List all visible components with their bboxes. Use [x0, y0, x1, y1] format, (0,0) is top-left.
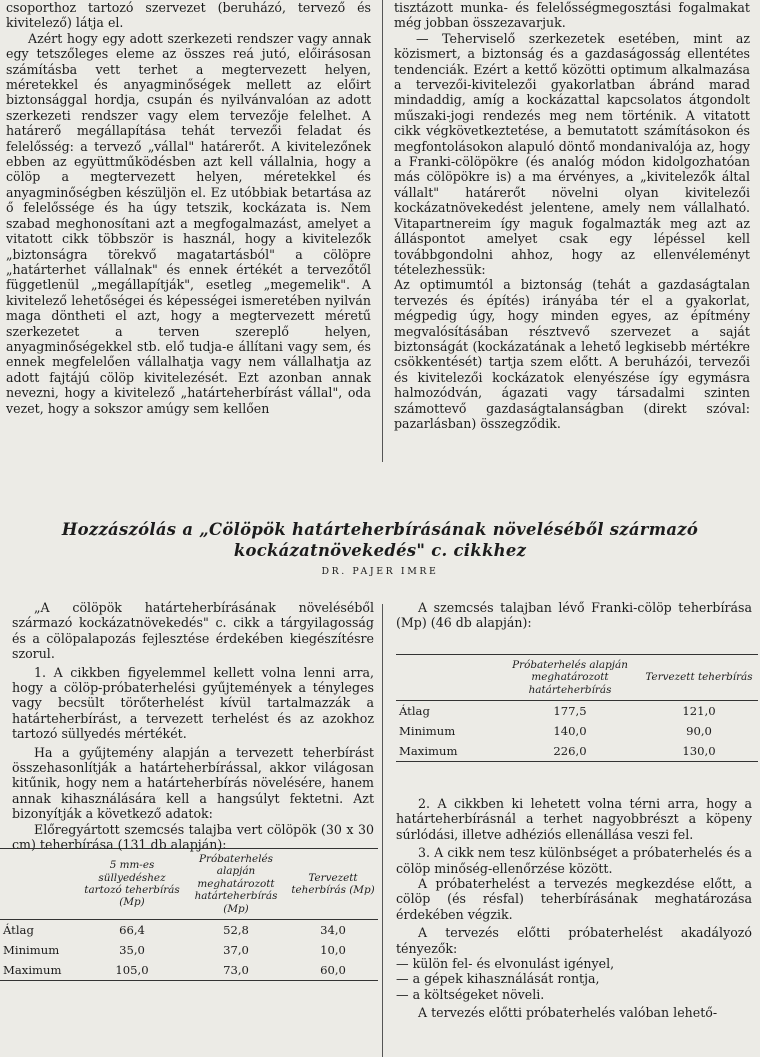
table-cell: 105,0: [80, 960, 184, 981]
paragraph: — Teherviselő szerkezetek esetében, mint az közismert, a biztonság és a gazdaságosság ellentétes tendenciák. Ezért a kettő közötti optimum alkalmazása a tervezői-kivitelezői gyakorlatban ábránd marad mindaddig, amíg a kockázattal kapcsolatos átgondolt műszaki-jogi rendezés meg nem történik. A vitatott cikk végkövetkeztetése, a bemutatott számításokon és megfontolásokon alapuló döntő mondanivalója az, hogy a Franki-cölöpökre (és analóg módon kidolgozhatóan más cölöpökre is) a ma érvényes, a „kivitelezők által vállalt" határerőt növelni olyan kivitelezői kockázatnövekedést jelentene, amely nem vállalható. Vitapartnereim így maguk fogalmazták meg azt az álláspontot amelyet csak egy lépéssel kell továbbgondolni ahhoz, hogy az ellenvéleményt tételezhessük:: [394, 30, 750, 277]
data-table-precast-piles: [0, 848, 378, 981]
row-label: Minimum: [3, 943, 60, 958]
table-header: Tervezett teherbírás (Mp): [288, 849, 378, 920]
table-row: [396, 721, 758, 741]
table-cell: 52,8: [184, 920, 288, 941]
paragraph: Azért hogy egy adott szerkezeti rendszer vagy annak egy tetszőleges eleme az összes reá jutó, előirásosan számításba vett terhet a megtervezett helyen, méretekkel és anyagminőségek mellett az előirt biztonsággal hordja, csupán és nyilvánvalóan az adott szerkezeti rendszer vagy elem tervezője felelhet. A határerő megállapítása tehát tervezői feladat és felelősség: a tervező „vállal" határerőt. A kivitelezőnek ebben az együttműködésben azt kell vállalnia, hogy a cölöp a megtervezett helyen, méretekkel és anyagminőségben készüljön el. Ez utóbbiak betartása az ő felelőssége és ha úgy tetszik, kockázata is. Nem szabad meghonosítani azt a megfogalmazást, amelyet a vitatott cikk többször is használ, hogy a kivitelezők „biztonságra törekvő magatartásból" a cölöpre „határterhet vállalnak" és ennek értékét a tervezőtől függetlenül „megállapítják", esetleg „megemelik". A kivitelező lehetőségei és képességei ismeretében nyilván maga döntheti el azt, hogy a megtervezett méretű szerkezetet a terven szereplő helyen, anyagminőségekkel stb. elő tudja-e állítani vagy sem, és ennek megfelelően vállalhatja vagy nem vállalhatja az adott fajtájú cölöp kivitelezését. Ezt azonban annak nevezni, hogy a kivitelező „határteherbírást vállal", oda vezet, hogy a sokszor amúgy sem kellően: [6, 30, 371, 416]
row-label: Maximum: [0, 960, 80, 981]
paragraph: A próbaterhelést a tervezés megkezdése előtt, a cölöp (és résfal) teherbírásának meghatározása érdekében végzik.: [396, 876, 752, 922]
table-cell: 90,0: [686, 724, 712, 739]
table-cell: 177,5: [500, 701, 640, 722]
table-row: [396, 701, 758, 722]
column-divider: [382, 0, 383, 462]
paragraph: 2. A cikkben ki lehetett volna térni arra, hogy a határteherbírásnál a terhet nagyobbrészt a köpeny súrlódási, illetve adhéziós ellenállása veszi fel.: [396, 796, 752, 842]
paragraph: csoporthoz tartozó szervezet (beruházó, tervező és kivitelező) látja el.: [6, 0, 371, 31]
paragraph: A tervezés előtti próbaterhelés valóban lehető-: [418, 1005, 718, 1021]
list-item: — a költségeket növeli.: [396, 986, 545, 1002]
table-cell: 37,0: [223, 943, 249, 958]
table-header: 5 mm-es süllyedéshez tartozó teherbírás (Mp): [80, 849, 184, 920]
table-row: [0, 940, 378, 960]
list-item: — a gépek kihasználását rontja,: [396, 971, 600, 987]
row-label: Átlag: [396, 701, 500, 722]
table-header: Tervezett teherbírás: [640, 655, 758, 701]
table-cell: 34,0: [288, 920, 378, 941]
table-cell: 35,0: [119, 943, 145, 958]
row-label: Minimum: [399, 724, 456, 739]
table-cell: 130,0: [640, 741, 758, 762]
table-cell: 121,0: [640, 701, 758, 722]
paragraph: Ha a gyűjtemény alapján a tervezett teherbírást összehasonlítják a határteherbírással, akkor világosan kitűnik, hogy nem a határteherbírás növelésére, hanem annak kihasználására kell a hangsúlyt fektetni. Azt bizonyítják a következő adatok:: [12, 744, 374, 822]
paragraph: tisztázott munka- és felelősségmegosztási fogalmakat még jobban összezavarjuk.: [394, 0, 750, 31]
table-header-empty: [0, 849, 80, 920]
table-row: [0, 960, 378, 981]
obstacle-list: [396, 956, 752, 1002]
paragraph: 1. A cikkben figyelemmel kellett volna lenni arra, hogy a cölöp-próbaterhelési gyűjtemények a tényleges vagy becsült törőterhelést kívül tartalmazzák a határteherbírást, a tervezett terhelést és az azokhoz tartozó süllyedés mértékét.: [12, 664, 374, 742]
list-item: — külön fel- és elvonulást igényel,: [396, 956, 615, 972]
table-header-empty: [396, 655, 500, 701]
table-cell: 10,0: [320, 943, 346, 958]
paragraph: A tervezés előtti próbaterhelést akadályozó tényezők:: [396, 925, 752, 956]
bottom-left-column: [12, 600, 374, 853]
table-cell: 226,0: [500, 741, 640, 762]
paragraph: „A cölöpök határteherbírásának növeléséből származó kockázatnövekedés" c. cikk a tárgyilagosság és a cölöpalapozás fejlesztése érdekében kiegészítésre szorul.: [12, 600, 374, 662]
bottom-right-column: [396, 600, 752, 631]
table-row: [0, 920, 378, 941]
paragraph: 3. A cikk nem tesz különbséget a próbaterhelés és a cölöp minőség-ellenőrzése között.: [396, 845, 752, 876]
row-label: Átlag: [0, 920, 80, 941]
row-label: Maximum: [396, 741, 500, 762]
article-author: DR. PAJER IMRE: [321, 566, 439, 577]
top-right-column: [394, 0, 750, 431]
column-divider: [382, 604, 383, 1057]
article-title-line: Hozzászólás a „Cölöpök határteherbírásának növeléséből származó: [61, 520, 699, 539]
paragraph: A szemcsés talajban lévő Franki-cölöp teherbírása (Mp) (46 db alapján):: [396, 600, 752, 631]
table-cell: 60,0: [288, 960, 378, 981]
table-header: Próbaterhelés alapján meghatározott határteherbírás (Mp): [184, 849, 288, 920]
table-cell: 140,0: [553, 724, 587, 739]
article-title: [0, 519, 760, 561]
bottom-right-column-continued: [396, 796, 752, 1021]
article-title-line: kockázatnövekedés" c. cikkhez: [233, 541, 527, 560]
top-left-column: [6, 0, 371, 416]
paragraph: Előregyártott szemcsés talajba vert cölöpök (30 x 30 cm) teherbírása (131 db alapján):: [12, 821, 374, 853]
table-cell: 66,4: [80, 920, 184, 941]
table-header: Próbaterhelés alapján meghatározott határteherbírás: [500, 655, 640, 701]
data-table-franki-piles: [396, 654, 758, 762]
table-cell: 73,0: [184, 960, 288, 981]
table-row: [396, 741, 758, 762]
paragraph: Az optimumtól a biztonság (tehát a gazdaságtalan tervezés és építés) irányába tér el a gyakorlat, mégpedig úgy, hogy minden egyes, az építmény megvalósításában résztvevő szervezet a saját biztonságát (kockázatának a lehető legkisebb mértékre csökkentését) tartja szem előtt. A beruházói, tervezői és kivitelezői kockázatok elenyészése így egymásra halmozódván, ágazati vagy társadalmi szinten számottevő gazdaságtalanságban (direkt szóval: pazarlásban) összegződik.: [394, 277, 750, 431]
